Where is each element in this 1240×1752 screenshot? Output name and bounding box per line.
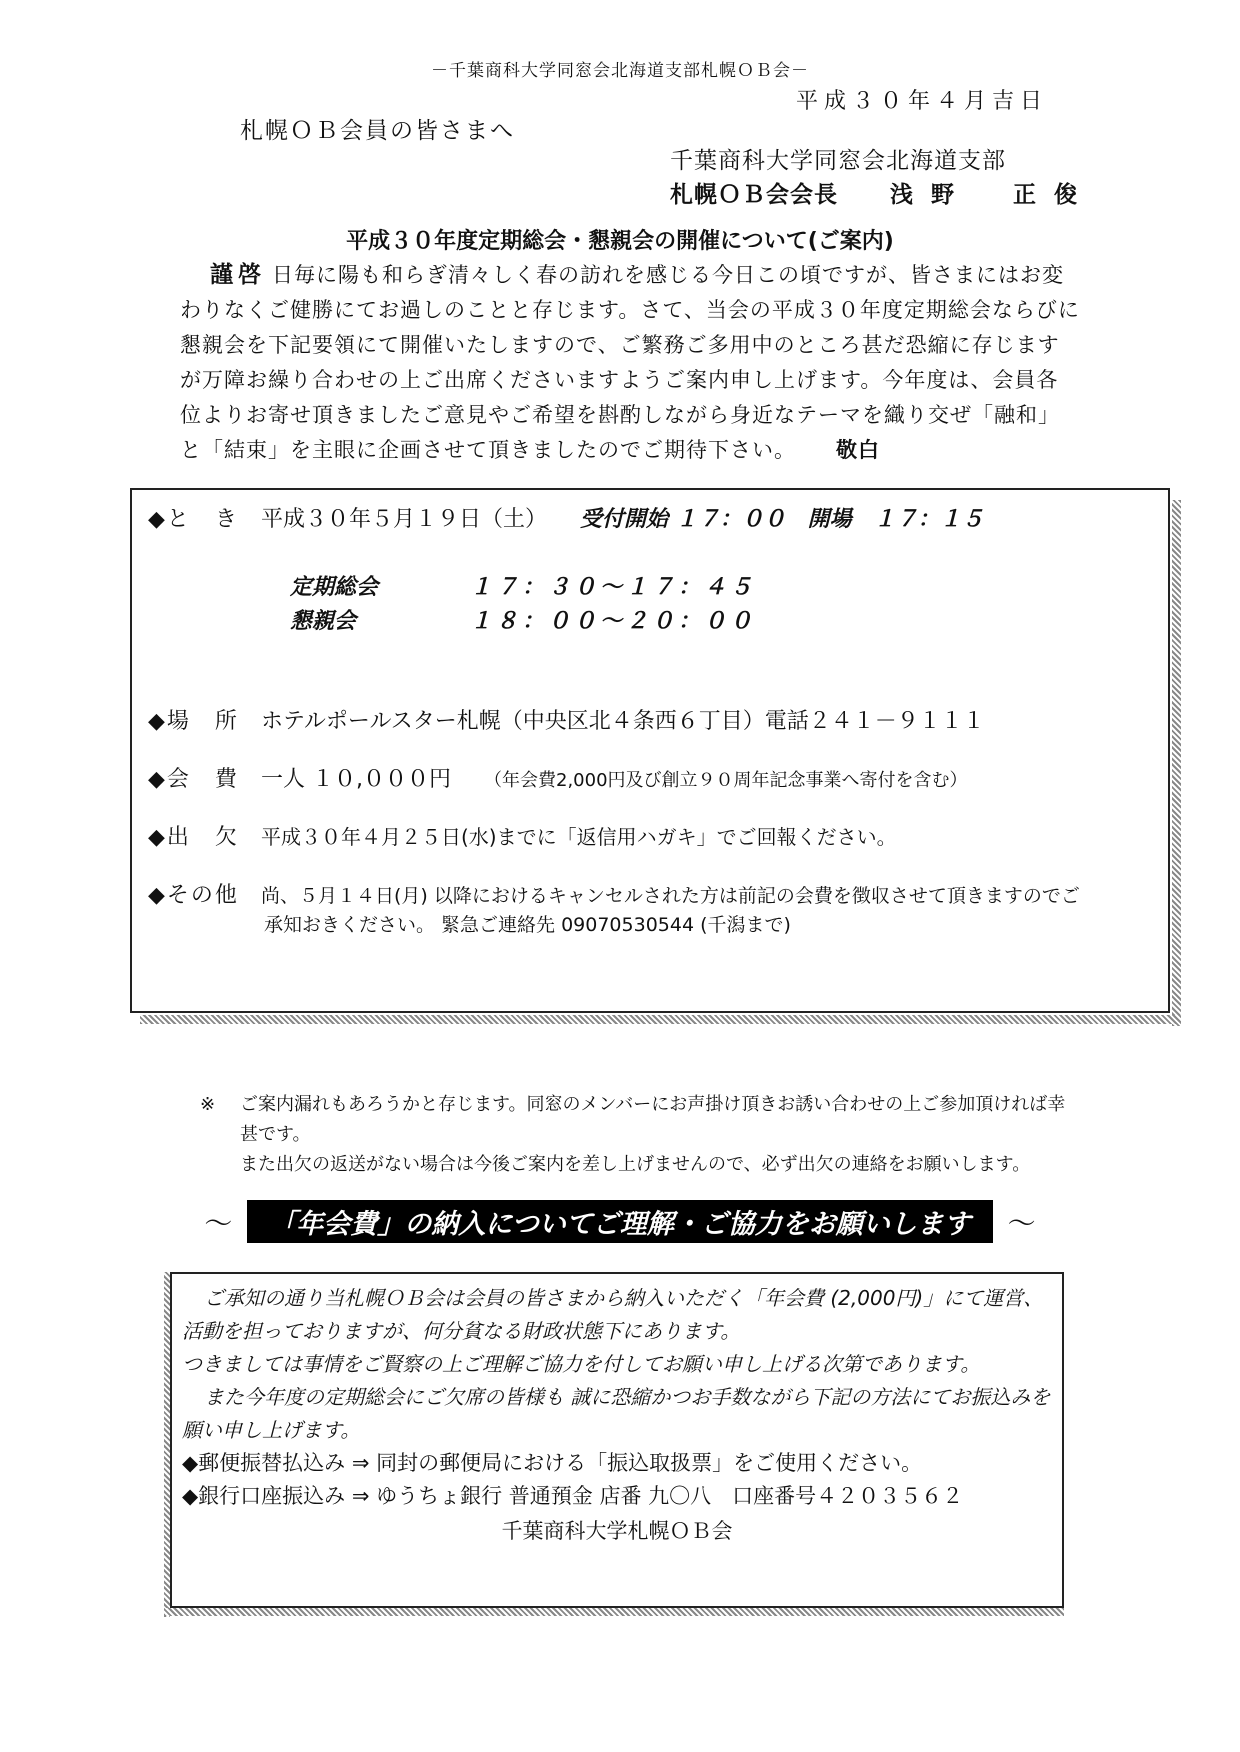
- info-box-shadow: [140, 1015, 1181, 1024]
- notice: [200, 1090, 1080, 1180]
- annual-fee-banner: [0, 1200, 1240, 1243]
- rsvp-label: ◆出 欠: [148, 825, 239, 850]
- note-mark: ※: [200, 1094, 216, 1115]
- other-line-2: 承知おきください。 緊急ご連絡先 09070530544 (千潟まで): [264, 914, 791, 936]
- fee-value: 一人 １０,０００円: [261, 767, 451, 792]
- fee-footer-org: 千葉商科大学札幌ＯＢ会: [501, 1519, 733, 1543]
- body-text: 日毎に陽も和らぎ清々しく春の訪れを感じる今日この頃ですが、皆さまにはお変わりなくご健勝にてお過しのことと存じます。さて、当会の平成３０年度定期総会ならびに懇親会を下記要領にて開催いたしますので、ご繁務ご多用中のところ甚だ恐縮に存じますが万障お繰り合わせの上ご出席くださいますようご案内申し上げます。今年度は、会員各位よりお寄せ頂きましたご意見やご希望を斟酌しながら身近なテーマを織り交ぜ「融和」と「結束」を主眼に企画させて頂きましたのでご期待下さい。: [180, 263, 1080, 462]
- when-date: 平成３０年５月１９日（土）: [261, 507, 548, 532]
- other-label: ◆その他: [148, 883, 239, 908]
- place-value: ホテルポールスター札幌（中央区北４条西６丁目）電話２４１－９１１１: [261, 709, 985, 734]
- closing-word: 敬白: [836, 438, 880, 462]
- letter-body: [180, 258, 1080, 468]
- banner-tilde-left: ～: [204, 1207, 233, 1240]
- fee-paragraph-3: また今年度の定期総会にご欠席の皆様も 誠に恐縮かつお手数ながら下記の方法にてお振込みを願い申し上げます。: [182, 1385, 1051, 1442]
- notice-line-1: ご案内漏れもあろうかと存じます。同窓のメンバーにお声掛け頂きお誘い合わせの上ご参加頂ければ幸甚です。: [240, 1094, 1066, 1145]
- other-row: [148, 878, 1080, 909]
- fee-row: [148, 762, 968, 793]
- when-label: ◆と き: [148, 507, 239, 532]
- sender-name: 浅野 正俊: [890, 182, 1095, 208]
- fee-intro: [182, 1282, 1052, 1447]
- place-label: ◆場 所: [148, 709, 239, 734]
- sender-org: 千葉商科大学同窓会北海道支部: [670, 148, 1006, 174]
- fee-box-shadow: [164, 1608, 1064, 1616]
- party-time: １８：００～２０：００: [470, 609, 757, 634]
- banner-tilde-right: ～: [1007, 1207, 1036, 1240]
- banner-text: 「年会費」の納入についてご理解・ご協力をお願いします: [247, 1200, 992, 1243]
- reception-time: 受付開始 １７：００ 開場 １７：１５: [580, 507, 984, 532]
- fee-paragraph-2: つきましては事情をご賢察の上ご理解ご協力を付してお願い申し上げる次第であります。: [182, 1352, 981, 1376]
- bank-transfer: ◆銀行口座振込み ⇒ ゆうちょ銀行 普通預金 店番 九〇八 口座番号４２０３５６２: [182, 1484, 964, 1508]
- postal-transfer: ◆郵便振替払込み ⇒ 同封の郵便局における「振込取扱票」をご使用ください。: [182, 1451, 923, 1475]
- fee-note: （年会費2,000円及び創立９０周年記念事業へ寄付を含む）: [484, 770, 968, 791]
- event-info-box: [130, 488, 1170, 1013]
- meeting-time: １７：３０～１７：４５: [470, 575, 757, 600]
- header-org-line: －千葉商科大学同窓会北海道支部札幌ＯＢ会－: [431, 61, 809, 81]
- when-row: [148, 502, 984, 533]
- fee-paragraph-1: ご承知の通り当札幌ＯＢ会は会員の皆さまから納入いただく「年会費 (2,000円)」にて運営、活動を担っておりますが、何分貧なる財政状態下にあります。: [182, 1286, 1044, 1343]
- addressee: 札幌ＯＢ会員の皆さまへ: [240, 118, 515, 144]
- opening-word: 謹啓: [210, 262, 266, 288]
- info-box-shadow: [1172, 500, 1181, 1026]
- place-row: [148, 704, 985, 735]
- other-line-1: 尚、５月１４日(月) 以降におけるキャンセルされた方は前記の会費を徴収させて頂きますのでご: [261, 885, 1080, 907]
- annual-fee-box: [170, 1272, 1064, 1608]
- sender-title: 札幌ＯＢ会会長: [670, 182, 838, 208]
- notice-line-2: また出欠の返送がない場合は今後ご案内を差し上げませんので、必ず出欠の連絡をお願いします。: [240, 1154, 1031, 1175]
- rsvp-value: 平成３０年４月２５日(水)までに「返信用ハガキ」でご回報ください。: [261, 825, 897, 849]
- meeting-label: 定期総会: [290, 575, 379, 600]
- party-label: 懇親会: [290, 609, 357, 634]
- document-title: 平成３０年度定期総会・懇親会の開催について(ご案内): [346, 229, 894, 254]
- fee-label: ◆会 費: [148, 767, 239, 792]
- rsvp-row: [148, 820, 897, 851]
- issue-date: 平成３０年４月吉日: [795, 89, 1048, 114]
